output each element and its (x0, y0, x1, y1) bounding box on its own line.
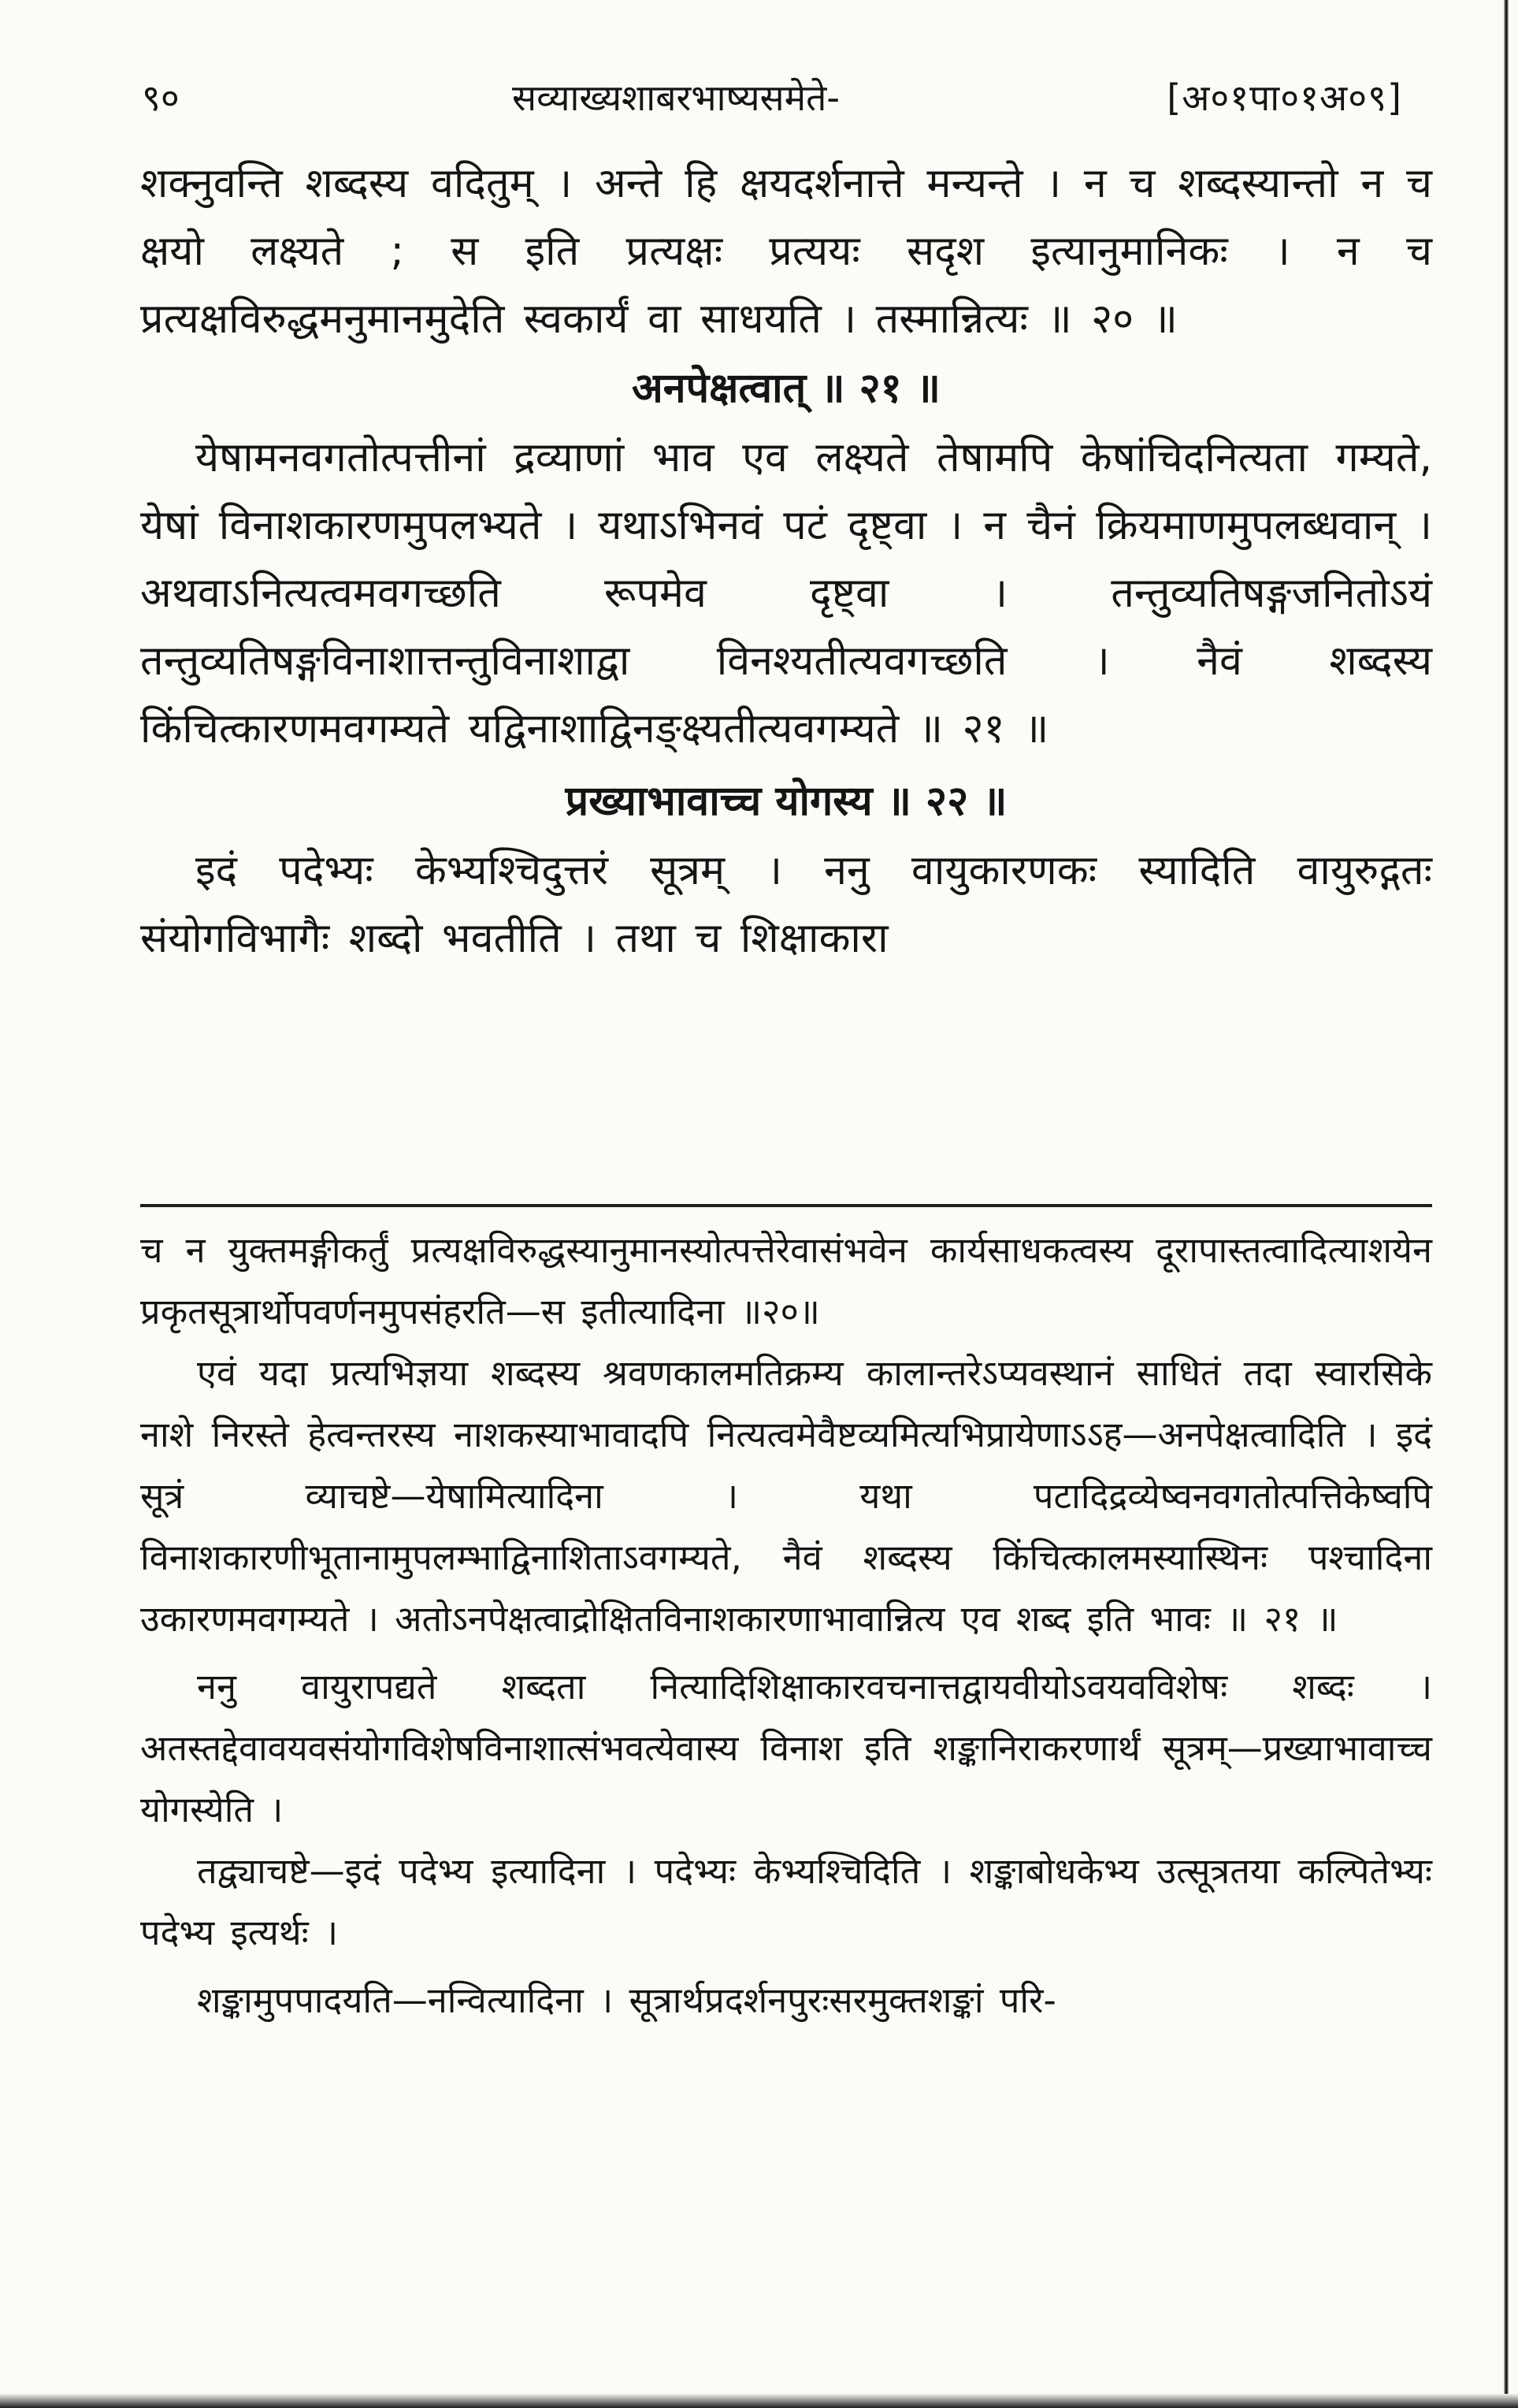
commentary-paragraph-1: च न युक्तमङ्गीकर्तुं प्रत्यक्षविरुद्धस्यानुमानस्योत्पत्तेरेवासंभवेन कार्यसाधकत्वस्य दूरापास्तत्वादित्याशयेन प्रकृतसूत्रार्थोपवर्णनमुपसंहरति—स इतीत्यादिना ॥२०॥ (140, 1229, 1432, 1332)
page-bottom-rule (0, 2394, 1518, 2408)
commentary-paragraph-2: एवं यदा प्रत्यभिज्ञया शब्दस्य श्रवणकालमतिक्रम्य कालान्तरेऽप्यवस्थानं साधितं तदा स्वारसिके नाशे निरस्ते हेत्वन्तरस्य नाशकस्याभावादपि नित्यत्वमेवैष्टव्यमित्यभिप्रायेणाऽऽह—अनपेक्षत्वादिति । इदं सूत्रं व्याचष्टे—येषामित्यादिना । यथा पटादिद्रव्येष्वनवगतोत्पत्तिकेष्वपि विनाशकारणीभूतानामुपलम्भाद्विनाशिताऽवगम्यते, नैवं शब्दस्य किंचित्कालमस्यास्थिनः पश्चादिना उकारणमवगम्यते । अतोऽनपेक्षत्वाद्रोक्षितविनाशकारणाभावान्नित्य एव शब्द इति भावः ॥ २१ ॥ (140, 1352, 1432, 1640)
paragraph-spacer (140, 1650, 1432, 1656)
commentary-paragraph-4: तद्व्याचष्टे—इदं पदेभ्य इत्यादिना । पदेभ्यः केभ्यश्चिदिति । शङ्काबोधकेभ्य उत्सूत्रतया कल्पितेभ्यः पदेभ्य इत्यर्थः । (140, 1850, 1432, 1953)
sutra-21-heading: अनपेक्षत्वात् ॥ २१ ॥ (632, 365, 941, 412)
primary-paragraph-1: शक्नुवन्ति शब्दस्य वदितुम् । अन्ते हि क्षयदर्शनात्ते मन्यन्ते । न च शब्दस्यान्तो न च क्षयो लक्ष्यते ; स इति प्रत्यक्षः प्रत्ययः सदृश इत्यानुमानिकः । न च प्रत्यक्षविरुद्धमनुमानमुदेति स्वकार्यं वा साधयति । तस्मान्नित्यः ॥ २० ॥ (140, 160, 1432, 343)
primary-paragraph-2: येषामनवगतोत्पत्तीनां द्रव्याणां भाव एव लक्ष्यते तेषामपि केषांचिदनित्यता गम्यते, येषां विनाशकारणमुपलभ्यते । यथाऽभिनवं पटं दृष्ट्वा । न चैनं क्रियमाणमुपलब्धवान् । अथवाऽनित्यत्वमवगच्छति रूपमेव दृष्ट्वा । तन्तुव्यतिषङ्गजनितोऽयं तन्तुव्यतिषङ्गविनाशात्तन्तुविनाशाद्वा विनश्यतीत्यवगच्छति । नैवं शब्दस्य किंचित्कारणमवगम्यते यद्विनाशाद्विनङ्क्ष्यतीत्यवगम्यते ॥ २१ ॥ (140, 434, 1432, 752)
primary-paragraph-3: इदं पदेभ्यः केभ्यश्चिदुत्तरं सूत्रम् । ननु वायुकारणकः स्यादिति वायुरुद्गतः संयोगविभागैः शब्दो भवतीति । तथा च शिक्षाकारा (140, 847, 1432, 962)
primary-text-block (140, 150, 1432, 972)
running-title: सव्याख्यशाबरभाष्यसमेते- (512, 76, 840, 119)
running-header (142, 69, 1418, 126)
commentary-paragraph-5: शङ्कामुपपादयति—नन्वित्यादिना । सूत्रार्थप्रदर्शनपुरःसरमुक्तशङ्कां परि- (197, 1979, 1056, 2021)
section-divider (140, 1204, 1432, 1207)
commentary-paragraph-3: ननु वायुरापद्यते शब्दता नित्यादिशिक्षाकारवचनात्तद्वायवीयोऽवयवविशेषः शब्दः । अतस्तद्देवावयवसंयोगविशेषविनाशात्संभवत्येवास्य विनाश इति शङ्कानिराकरणार्थं सूत्रम्—प्रख्याभावाच्च योगस्येति । (140, 1666, 1432, 1830)
page-number: ९० (142, 76, 180, 119)
commentary-block (140, 1220, 1432, 2031)
paragraph-spacer (140, 1964, 1432, 1970)
page-edge-rule (1504, 0, 1509, 2408)
section-reference: [अ०१पा०१अ०९] (1167, 76, 1402, 119)
sutra-22-heading: प्रख्याभावाच्च योगस्य ॥ २२ ॥ (565, 778, 1008, 825)
